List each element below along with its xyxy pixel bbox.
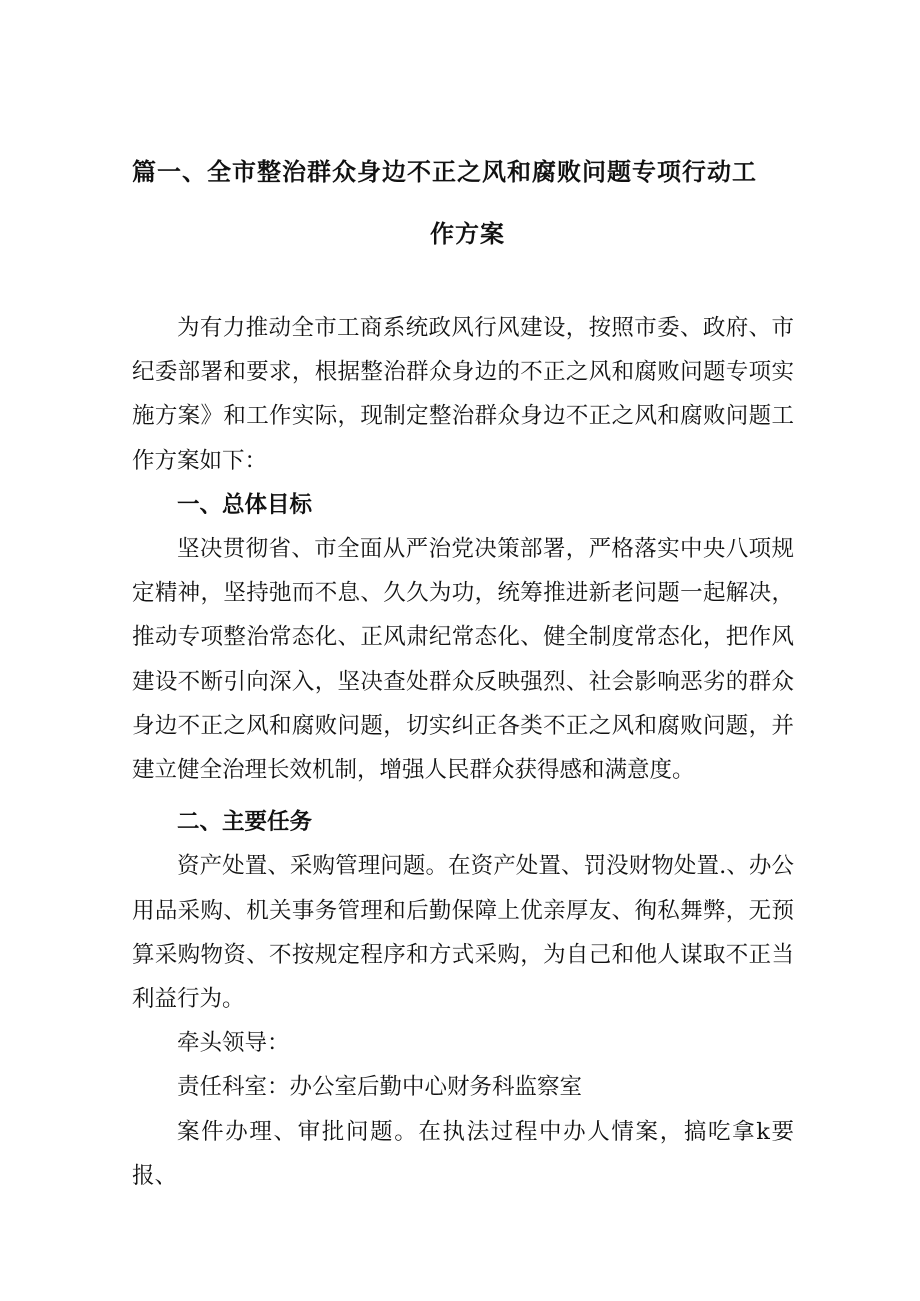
section-heading-overall-goal: 一、总体目标 bbox=[177, 491, 313, 518]
lead-leader-line: 牵头领导： bbox=[177, 1030, 290, 1057]
document-body bbox=[132, 306, 794, 1198]
task-case-handling-paragraph: 案件办理、审批问题。在执法过程中办人情案，搞吃拿k要报、 bbox=[132, 1118, 794, 1189]
overall-goal-paragraph: 坚决贯彻省、市全面从严治党决策部署，严格落实中央八项规定精神，坚持弛而不息、久久为功，统筹推进新老问题一起解决，推动专项整治常态化、正风肃纪常态化、健全制度常态化，把作风建设不断引向深入，坚决查处群众反映强烈、社会影响恶劣的群众身边不正之风和腐败问题，切实纠正各类不正之风和腐败问题，并建立健全治理长效机制，增强人民群众获得感和满意度。 bbox=[132, 536, 794, 784]
paragraph-gap bbox=[132, 792, 794, 800]
section-heading-main-tasks: 二、主要任务 bbox=[177, 809, 313, 836]
task-asset-procurement-paragraph: 资产处置、采购管理问题。在资产处置、罚没财物处置.、办公用品采购、机关事务管理和后勤保障上优亲厚友、徇私舞弊，无预算采购物资、不按规定程序和方式采购，为自己和他人谋取不正当利益行为。 bbox=[132, 853, 794, 1013]
document-title-line-1: 篇一、全市整治群众身边不正之风和腐败问题专项行动工 bbox=[132, 157, 757, 186]
intro-paragraph: 为有力推动全市工商系统政风行风建设，按照市委、政府、市纪委部署和要求，根据整治群众身边的不正之风和腐败问题专项实施方案》和工作实际，现制定整治群众身边不正之风和腐败问题工作方案如下： bbox=[132, 315, 794, 474]
responsible-office-line: 责任科室：办公室后勤中心财务科监察室 bbox=[177, 1074, 583, 1101]
document-title-line-2: 作方案 bbox=[430, 219, 505, 248]
